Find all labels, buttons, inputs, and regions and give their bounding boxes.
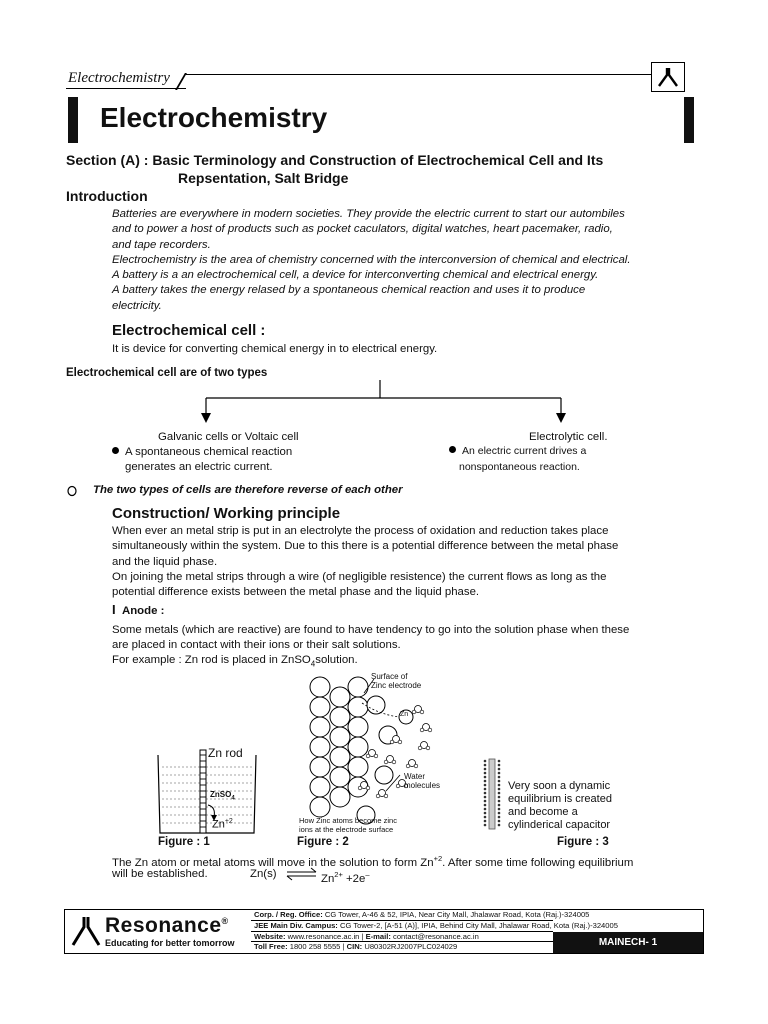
equation-right: $Zn^{2+} +2e^-$ [321,870,370,885]
example-text: For example : Zn rod is placed in ZnSO$_4$solution. [112,654,358,669]
footer-corp: Corp. / Reg. Office: CG Tower, A-46 & 52, IPIA, Near City Mall, Jhalawar Road, Kota (Raj.)-324005 [251,910,553,921]
intro-paragraph: Batteries are everywhere in modern societies. They provide the electric current to start our autombiles and to power a host of products such as pocket caculators, digital watches, heart pacemaker, radio, and tape recorders. Electrochemistry is the area of chemistry concerned with the interconversion of chemical and electrical. A battery is a an electrochemical cell, a device for interconverting chemical and electrical energy. A battery takes the energy relased by a spontaneous chemical reaction and uses it to produce electricity. [112,208,631,312]
page-number: MAINECH- 1 [553,932,703,953]
electrolytic-bullet: An electric current drives a [449,445,586,457]
types-tree-diagram [200,380,570,426]
closing-line-1: The Zn atom or metal atoms will move in the solution to form $Zn^{+2}$. After some time following equilibrium [112,854,634,869]
page-title: Electrochemistry [100,102,328,133]
closing-line-2: will be established. [112,868,208,880]
fig1-ion-label: $Zn^{+2}$ [212,818,233,831]
galvanic-title: Galvanic cells or Voltaic cell [158,431,299,443]
fig2-ion-label: Zn [400,711,409,718]
note-text: The two types of cells are therefore reverse of each other [93,484,403,496]
fig2-surface-label: Surface of Zinc electrode [371,672,422,690]
bullet-icon [449,446,456,453]
anode-number: I [112,602,116,617]
construction-heading: Construction/ Working principle [112,505,341,522]
equation-left: Zn(s) [250,868,277,880]
galvanic-bullet-cont: generates an electric current. [125,461,273,473]
figure-1-caption: Figure : 1 [158,836,210,848]
electrolytic-bullet-cont: nonspontaneous reaction. [459,461,580,473]
fig1-rod-label: Zn rod [208,746,243,760]
intro-heading: Introduction [66,188,148,204]
equilibrium-arrows-icon [286,867,318,881]
footer-brand: Resonance® [105,914,229,937]
construction-paragraph: When ever an metal strip is put in an electrolyte the process of oxidation and reduction takes place simultaneously within the system. Due to this there is a potential difference between the metal phase and the liquid phase. On joining the metal strips through a wire (of negligible resistence) the current flows as long as the potential difference exists between the metal phase and the liquid phase. [112,525,619,599]
footer-toll: Toll Free: 1800 258 5555 | CIN: U80302RJ2007PLC024029 [254,942,458,952]
types-heading: Electrochemical cell are of two types [66,367,268,379]
bullet-icon [112,447,119,454]
footer-tagline: Educating for better tomorrow [105,938,235,948]
fig2-water-label: Water molecules [404,772,441,790]
note-circle-icon [66,484,78,502]
title-bar-left [68,97,78,143]
header-rule [66,88,186,89]
galvanic-bullet: A spontaneous chemical reaction [112,445,292,460]
section-heading-cont: Repsentation, Salt Bridge [178,170,349,186]
footer-jee: JEE Main Div. Campus: CG Tower-2, [A-51 (A)], IPIA, Behind City Mall, Jhalawar Road, Kota (Raj.)-324005 [251,921,553,932]
fig3-description: Very soon a dynamic equilibrium is created and become a cylinderical capacitor [508,780,612,831]
footer-web: Website: www.resonance.ac.in | E-mail: contact@resonance.ac.in [251,932,553,943]
fig2-caption-text: How Zinc atoms become zinc ions at the electrode surface [299,816,397,834]
section-heading: Section (A) : Basic Terminology and Construction of Electrochemical Cell and Its [66,152,604,168]
figure-2-caption: Figure : 2 [297,836,349,848]
figure-2-zinc-surface [300,675,460,820]
page-footer [64,909,704,954]
header-rule-top [186,74,651,75]
cell-heading: Electrochemical cell : [112,322,266,339]
figure-3-capacitor [482,757,502,832]
footer-logo-icon [69,914,103,948]
anode-paragraph: Some metals (which are reactive) are found to have tendency to go into the solution phase when these are placed in contact with their ions or their salt solutions. [112,624,630,652]
footer-contact-block [251,910,618,953]
fig1-solution-label: ZnSO$_4$ [210,790,235,802]
title-bar-right [684,97,694,143]
electrolytic-title: Electrolytic cell. [529,431,608,443]
running-title: Electrochemistry [68,70,170,86]
cell-definition: It is device for converting chemical energy in to electrical energy. [112,343,438,355]
resonance-logo-icon [651,62,685,92]
anode-heading: Anode : [122,605,165,617]
figure-3-caption: Figure : 3 [557,836,609,848]
